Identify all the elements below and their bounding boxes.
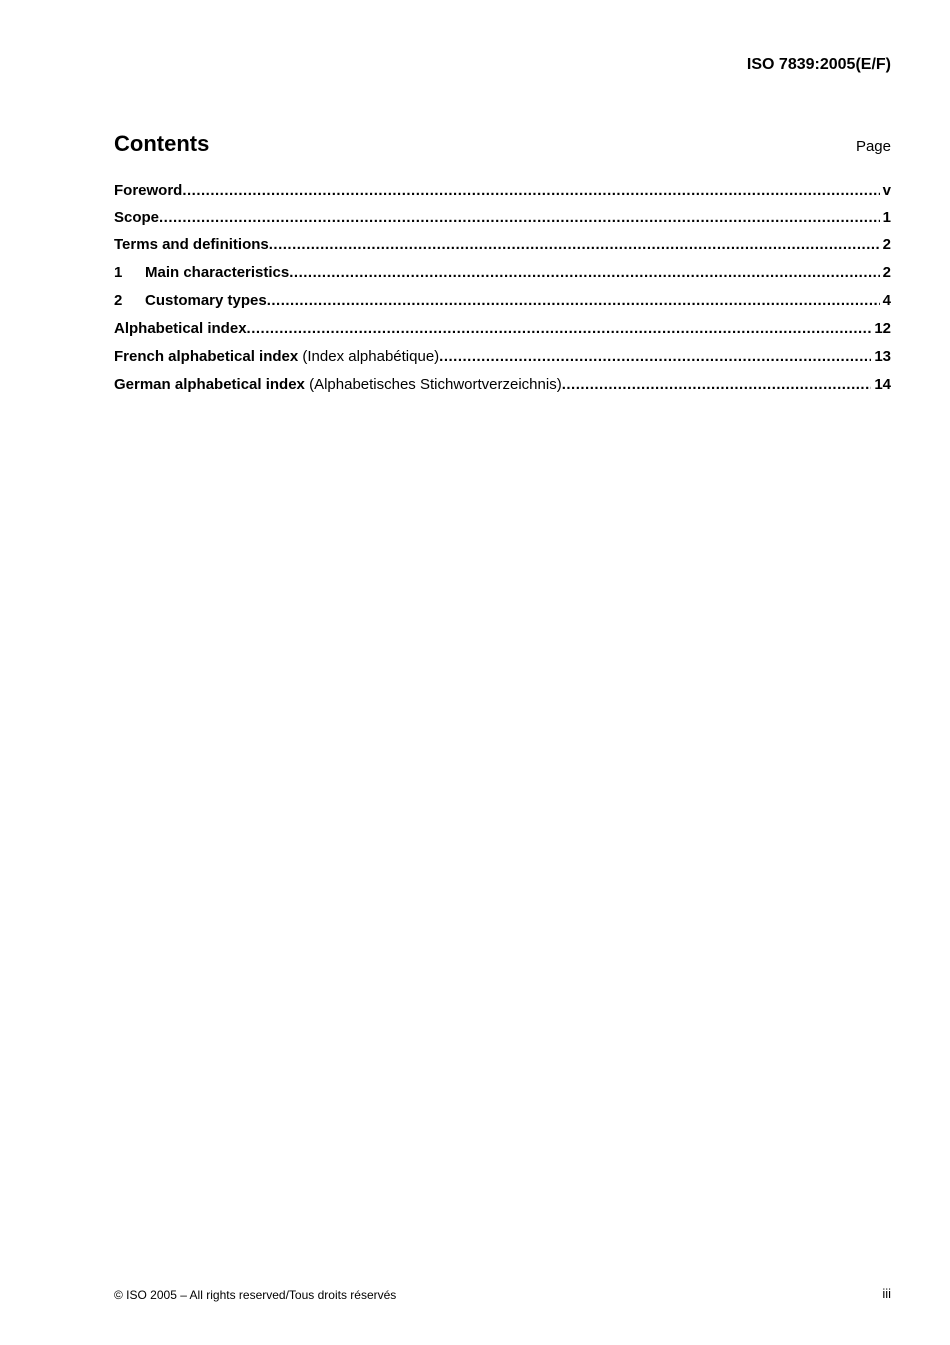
toc-entry-page: 14: [874, 376, 891, 393]
toc-entry-german-alphabetical-index[interactable]: [114, 376, 891, 404]
toc-entry-foreword[interactable]: [114, 182, 891, 209]
footer-copyright: © ISO 2005 – All rights reserved/Tous droits réservés: [114, 1288, 397, 1302]
toc-entry-page: v: [882, 182, 891, 199]
toc-entry-title: Scope: [114, 209, 160, 226]
toc-leader-dots: [182, 182, 879, 199]
toc-leader-dots: [562, 376, 872, 393]
toc-entry-number: 1: [114, 264, 123, 281]
toc-entry-title: Main characteristics: [145, 264, 290, 281]
toc-entry-main-characteristics[interactable]: [114, 264, 891, 292]
toc-entry-title: Customary types: [145, 292, 267, 309]
toc-entry-subtitle: (Index alphabétique): [302, 348, 440, 365]
toc-leader-dots: [267, 292, 880, 309]
toc-entry-page: 4: [882, 292, 891, 309]
contents-title: Contents: [114, 131, 210, 156]
toc-entry-title: French alphabetical index: [114, 348, 299, 365]
toc-entry-page: 1: [882, 209, 891, 226]
toc-leader-dots: [439, 348, 871, 365]
toc-entry-title: Foreword: [114, 182, 183, 199]
toc-entry-number: 2: [114, 292, 123, 309]
toc-entry-customary-types[interactable]: [114, 292, 891, 320]
table-of-contents: [114, 182, 891, 404]
toc-leader-dots: [289, 264, 879, 281]
toc-entry-title: German alphabetical index: [114, 376, 305, 393]
toc-entry-page: 2: [882, 264, 891, 281]
toc-entry-scope[interactable]: [114, 209, 891, 236]
document-id: ISO 7839:2005(E/F): [746, 56, 891, 73]
toc-leader-dots: [247, 320, 872, 337]
page-column-label: Page: [855, 138, 891, 155]
toc-entry-page: 13: [874, 348, 891, 365]
toc-entry-french-alphabetical-index[interactable]: [114, 348, 891, 376]
toc-entry-page: 12: [874, 320, 891, 337]
toc-entry-title: Terms and definitions: [114, 236, 269, 253]
toc-entry-page: 2: [882, 236, 891, 253]
toc-entry-alphabetical-index[interactable]: [114, 320, 891, 348]
footer-page-number: iii: [882, 1286, 891, 1301]
toc-entry-subtitle: (Alphabetisches Stichwortverzeichnis): [309, 376, 562, 393]
toc-entry-terms-and-definitions[interactable]: [114, 236, 891, 264]
toc-entry-title: Alphabetical index: [114, 320, 247, 337]
toc-leader-dots: [159, 209, 880, 226]
toc-leader-dots: [269, 236, 880, 253]
